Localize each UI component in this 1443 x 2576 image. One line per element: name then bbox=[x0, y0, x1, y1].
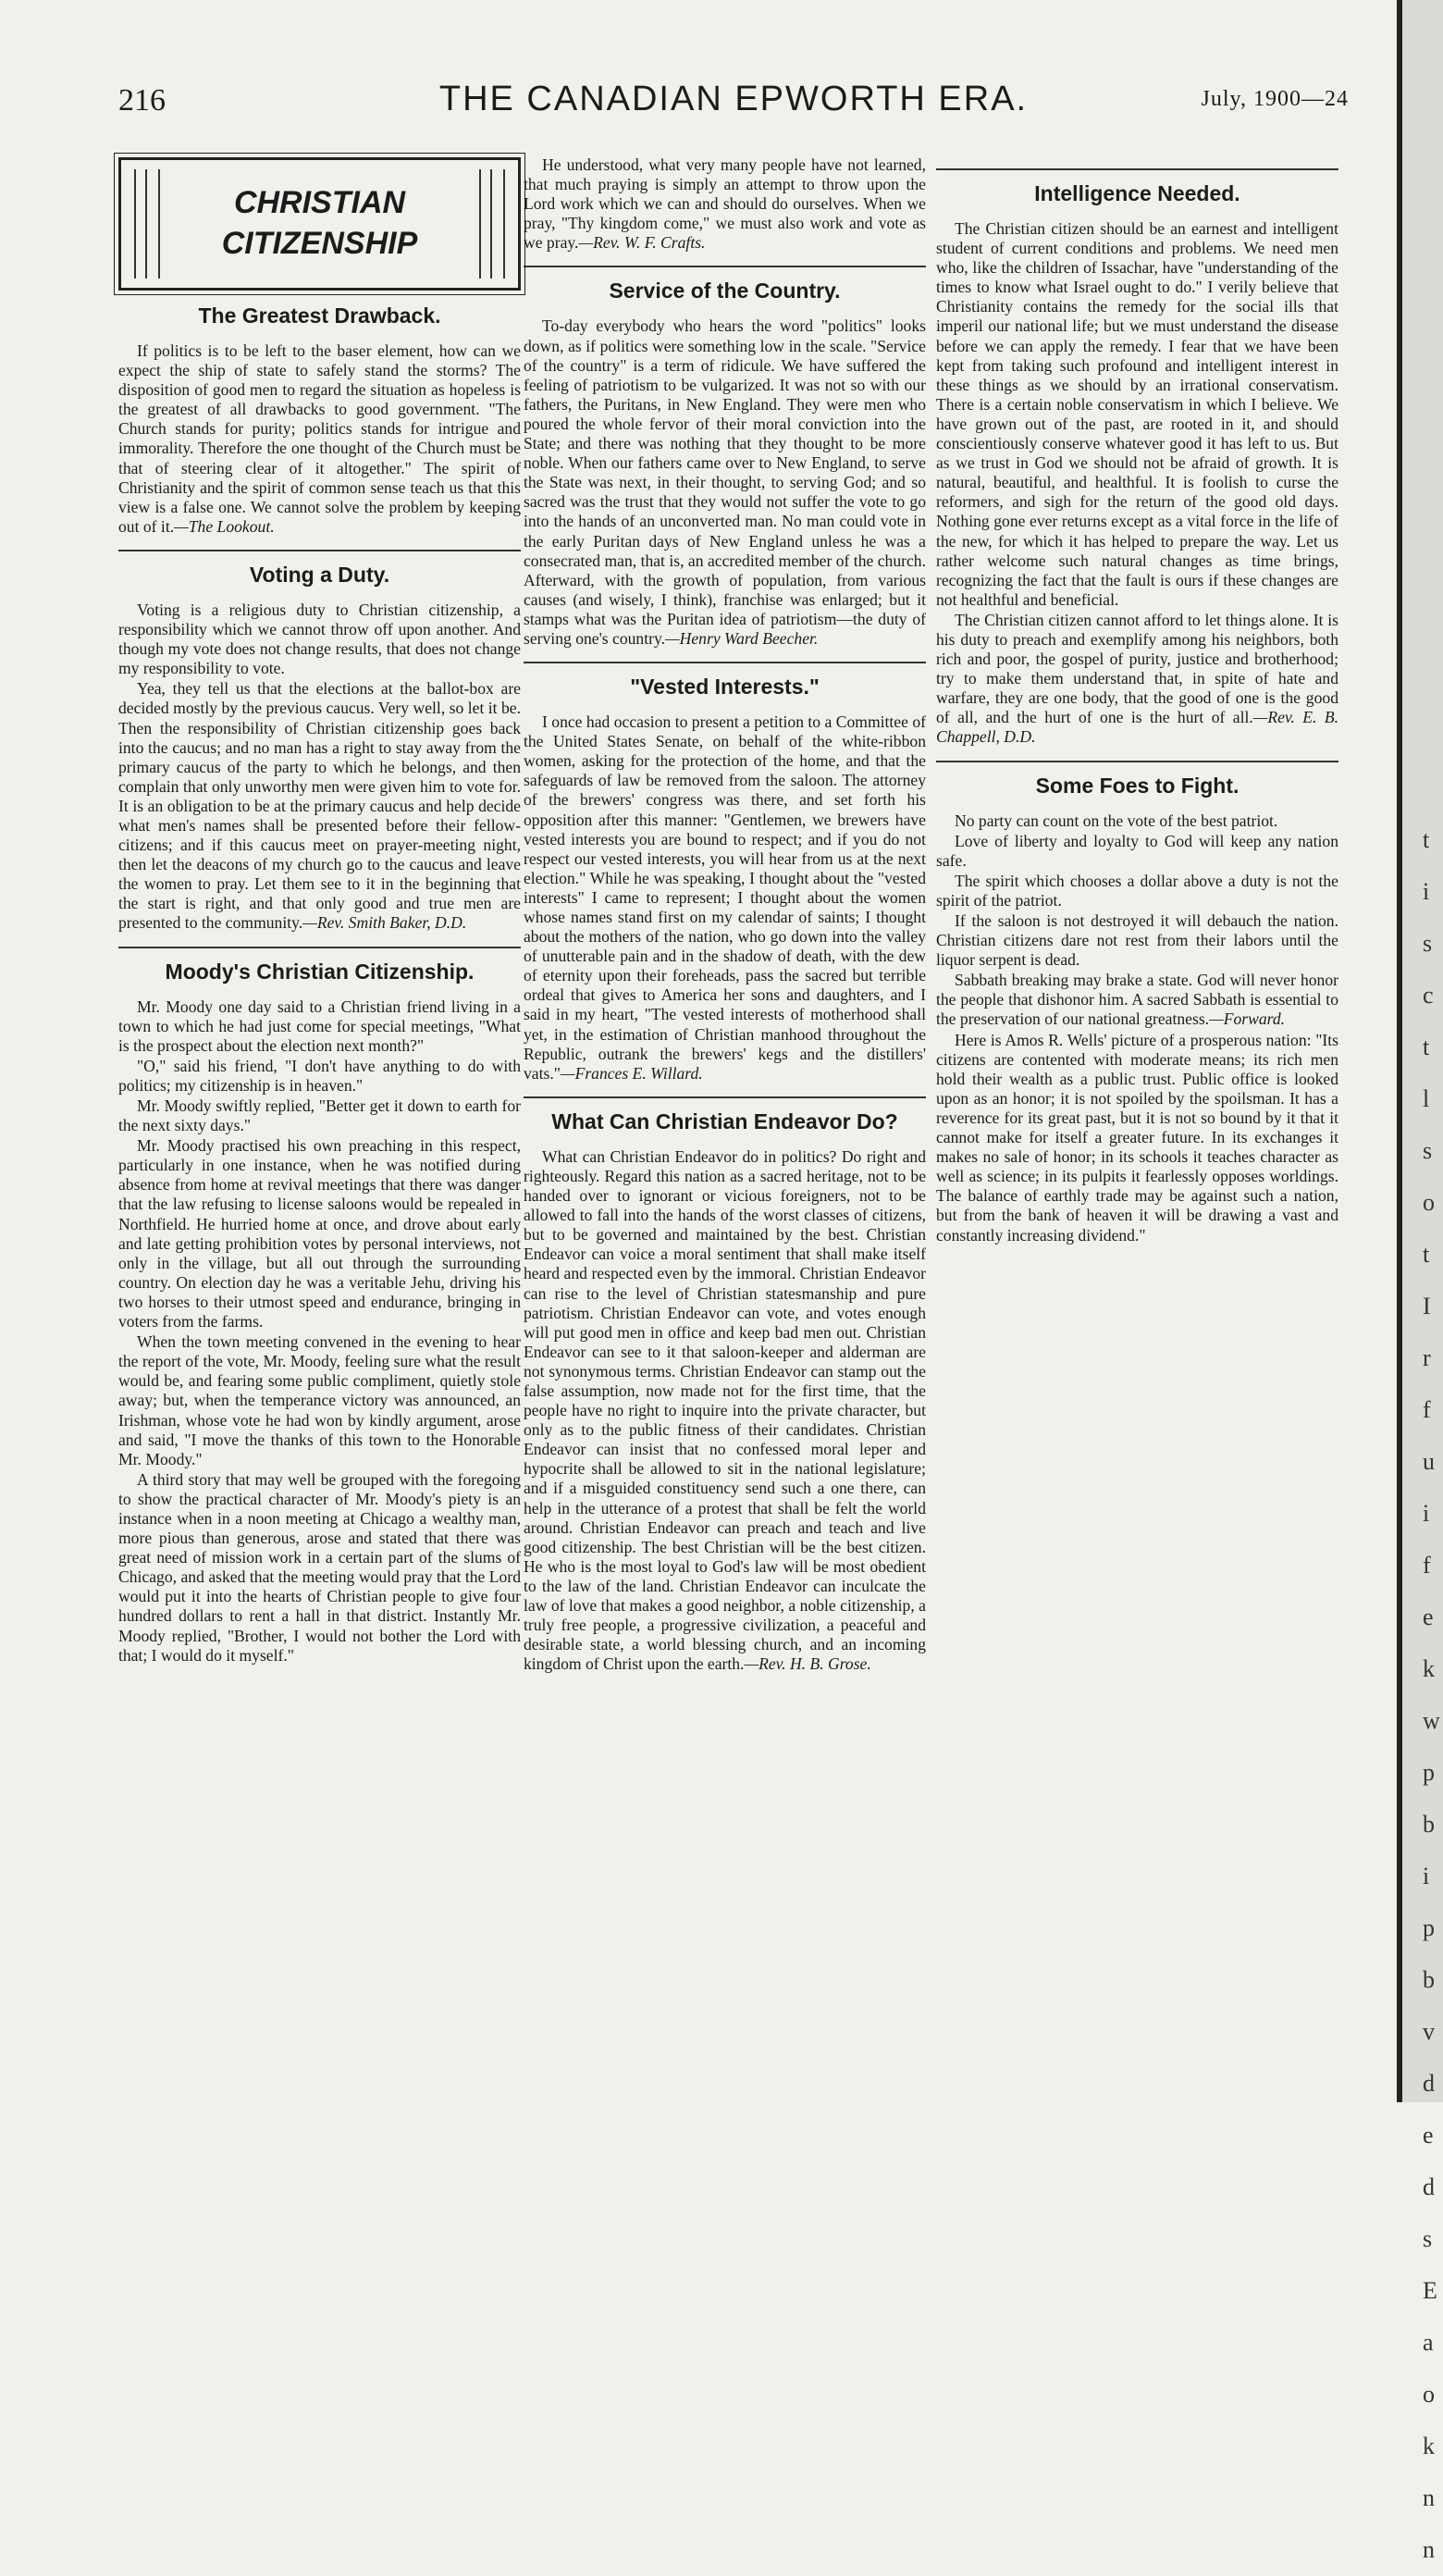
edge-letter: u bbox=[1423, 1448, 1435, 1475]
article-title: Voting a Duty. bbox=[118, 550, 521, 588]
paragraph: When the town meeting convened in the evening to hear the report of the vote, Mr. Moody, feeling sure what the result would be, and fearing some public compliment, quietly stole away; but, when the temperance victory was announced, an Irishman, whose vote he had won by kindly argument, arose and said, "I move the thanks of this town to the Honorable Mr. Moody." bbox=[118, 1332, 521, 1468]
article-christian-endeavor bbox=[524, 1096, 926, 1675]
article-title: What Can Christian Endeavor Do? bbox=[524, 1096, 926, 1134]
paragraph: Yea, they tell us that the elections at the ballot-box are decided mostly by the previous caucus. Very well, so let it be. Then the responsibility of Christian citizenship goes back into the caucus; and no man has a right to stay away from the primary caucus of the party to which he belongs, and then complain that only unworthy men were given him to vote for. It is an obligation to be at the primary caucus and help decide what men's names shall be presented before their fellow-citizens; and if this caucus meet on prayer-meeting night, then let the deacons of my church go to the caucus and leave the women to pray. Let them see to it in the beginning that the start is right, and that only good and true men are presented to the community.—Rev. Smith Baker, D.D. bbox=[118, 679, 521, 933]
article-body bbox=[524, 712, 926, 1084]
paragraph: A third story that may well be grouped with the foregoing to show the practical character of Mr. Moody's piety is an instance when in a noon meeting at Chicago a wealthy man, more pious than generous, arose and stated that there was great need of mission work in a certain part of the slums of Chicago, and asked that the meeting would pray that the Lord would put it into the hearts of Christian people to give four hundred dollars to rent a hall in that district. Instantly Mr. Moody replied, "Brother, I would not bother the Lord with that; I would do it myself." bbox=[118, 1469, 521, 1665]
edge-letter: i bbox=[1423, 878, 1430, 905]
column-3 bbox=[936, 155, 1338, 1245]
edge-letter: c bbox=[1423, 982, 1434, 1009]
edge-letter: k bbox=[1423, 2433, 1435, 2459]
paragraph: If politics is to be left to the baser element, how can we expect the ship of state to safely stand the storms? The disposition of good men to regard the situation as hopeless is the greatest of all drawbacks to good government. "The Church stands for purity; politics stands for intrigue and immorality. Therefore the one thought of the Church must be that of steering clear of it altogether." The spirit of Christianity and the spirit of common sense teach us that this view is a false one. We cannot solve the problem by keeping out of it.—The Lookout. bbox=[118, 341, 521, 536]
edge-letter: s bbox=[1423, 1137, 1433, 1164]
article-credit: —Frances E. Willard. bbox=[560, 1063, 703, 1083]
paragraph: To-day everybody who hears the word "politics" looks down, as if politics were something low in the scale. "Service of the country" is a term of ridicule. We have suffered the feeling of patriotism to be vulgarized. It was not so with our fathers, the Puritans, in New England. They were men who poured the whole fervor of their moral conviction into the State; and there was nothing that they thought to be more noble. When our fathers came over to New England, to serve the State was next, in their thought, to serving God; and so sacred was the trust that they would not suffer the vote to go into the hands of an unconverted man. No man could vote in the early Puritan days of New England unless he was a consecrated man, that is, an accredited member of the church. Afterward, with the growth of population, from various causes (and wisely, I think), franchise was enlarged; but it stamps what was the Puritan idea of patriotism—the duty of serving one's country.—Henry Ward Beecher. bbox=[524, 316, 926, 648]
paragraph: No party can count on the vote of the best patriot. bbox=[955, 811, 1278, 830]
article-body-continued bbox=[524, 155, 926, 253]
banner-rule-right bbox=[479, 169, 505, 279]
article-title: Service of the Country. bbox=[524, 266, 926, 303]
article-credit: —Henry Ward Beecher. bbox=[665, 628, 819, 648]
running-header bbox=[118, 80, 1349, 126]
paragraph: "O," said his friend, "I don't have anything to do with politics; my citizenship is in heaven." bbox=[118, 1056, 521, 1095]
issue-date: July, 1900—24 bbox=[1201, 87, 1349, 111]
edge-letter: d bbox=[1423, 2070, 1435, 2097]
paragraph: He understood, what very many people have not learned, that much praying is simply an attempt to throw upon the Lord work which we can and should do ourselves. When we pray, "Thy kingdom come," we must also work and vote as we pray.—Rev. W. F. Crafts. bbox=[524, 155, 926, 253]
edge-letter: d bbox=[1423, 2174, 1435, 2200]
journal-title: THE CANADIAN EPWORTH ERA. bbox=[438, 80, 1029, 118]
column-2 bbox=[524, 155, 926, 1674]
edge-letter: s bbox=[1423, 930, 1433, 957]
paragraph: Sabbath breaking may brake a state. God will never honor the people that dishonor him. A sacred Sabbath is essential to the preservation of our national greatness.—Forward. bbox=[936, 971, 1338, 1029]
adjacent-page-text-fragments bbox=[1423, 814, 1441, 2576]
edge-letter: w bbox=[1423, 1707, 1440, 1734]
article-body bbox=[118, 997, 521, 1666]
paragraph: Love of liberty and loyalty to God will keep any nation safe. bbox=[936, 831, 1338, 870]
edge-letter: o bbox=[1423, 2381, 1435, 2408]
article-credit: —Rev. H. B. Grose. bbox=[744, 1654, 871, 1674]
banner-line-1: CHRISTIAN bbox=[233, 185, 406, 220]
article-body bbox=[118, 601, 521, 934]
edge-letter: t bbox=[1423, 1241, 1430, 1268]
article-body bbox=[936, 219, 1338, 748]
article-credit: —Rev. Smith Baker, D.D. bbox=[302, 913, 467, 933]
edge-letter: p bbox=[1423, 1759, 1435, 1786]
article-credit: —Rev. W. F. Crafts. bbox=[578, 233, 706, 253]
article-title: Some Foes to Fight. bbox=[936, 761, 1338, 799]
edge-letter: f bbox=[1423, 1396, 1431, 1423]
article-voting-duty bbox=[118, 550, 521, 934]
edge-letter: l bbox=[1423, 1085, 1430, 1112]
article-title: Moody's Christian Citizenship. bbox=[118, 947, 521, 985]
banner-rule-left bbox=[134, 169, 160, 279]
article-greatest-drawback bbox=[118, 303, 521, 537]
paragraph: The Christian citizen cannot afford to let things alone. It is his duty to preach and exemplify among his neighbors, both rich and poor, the gospel of purity, justice and brotherhood; try to make them understand that, in spite of hate and warfare, they are one body, that the good of one is the good of all, and the hurt of one is the hurt of all.—Rev. E. B. Chappell, D.D. bbox=[936, 610, 1338, 747]
banner-title bbox=[177, 182, 462, 264]
article-body bbox=[524, 1147, 926, 1675]
edge-letter: a bbox=[1423, 2329, 1434, 2356]
article-title: "Vested Interests." bbox=[524, 662, 926, 700]
article-credit: —Forward. bbox=[1209, 1009, 1286, 1029]
edge-letter: t bbox=[1423, 1034, 1430, 1060]
article-moody-citizenship bbox=[118, 947, 521, 1666]
paragraph: If the saloon is not destroyed it will debauch the nation. Christian citizens dare not rest from their labors until the liquor serpent is dead. bbox=[936, 911, 1338, 970]
paragraph: What can Christian Endeavor do in politics? Do right and righteously. Regard this nation as a sacred heritage, not to be handed over to ignorant or vicious foreigners, not to be allowed to fall into the hands of the worst classes of citizens, but to be governed and maintained by the best. Christian Endeavor can voice a moral sentiment that shall make itself heard and respected even by the immoral. Christian Endeavor can rise to the level of Christian statesmanship and pure patriotism. Christian Endeavor can vote, and votes enough will put good men in office and keep bad men out. Christian Endeavor can see to it that saloon-keeper and alderman are not synonymous terms. Christian Endeavor can stamp out the false assumption, now made not for the first time, that the people have no right to inquire into the private character, but only as to the public fitness of their candidates. Christian Endeavor can insist that no confessed moral leper and hypocrite shall be allowed to sit in the national legislature; and if a misguided constituency send such a one there, can help in the utterance of a protest that shall be felt the world around. Christian Endeavor can preach and teach and live good citizenship. The best Christian will be the best citizen. He who is the most loyal to God's law will be most obedient to the law of the land. Christian Endeavor can inculcate the law of love that makes a good neighbor, a noble citizenship, a truly free people, a progressive civilization, a peaceful and desirable state, a world blessing church, and an incoming kingdom of Christ upon the earth.—Rev. H. B. Grose. bbox=[524, 1146, 926, 1674]
edge-letter: i bbox=[1423, 1500, 1430, 1527]
article-credit: —The Lookout. bbox=[174, 516, 275, 536]
article-vested-interests bbox=[524, 662, 926, 1084]
edge-letter: e bbox=[1423, 1604, 1434, 1630]
paragraph: I once had occasion to present a petition to a Committee of the United States Senate, on behalf of the white-ribbon women, asking for the protection of the home, and that the safeguards of law be removed from the saloon. The attorney of the brewers' congress was there, and set forth his opposition after this manner: "Gentlemen, we brewers have vested interests you are bound to respect; and if you do not respect our vested interests, you will hear from us at the next election." While he was speaking, I thought about the "vested interests" I came to represent; I thought about the women whose names stand first on my calendar of saints; I thought about the mothers of the nation, who go down into the valley of unutterable pain and in the shadow of death, with the dew of eternity upon their foreheads, pass the sacred but terrible ordeal that gives to America her sons and daughters, and I said in my heart, "The vested interests of motherhood shall yet, in the estimation of Christian manhood throughout the Republic, outrank the brewers' kegs and the distillers' vats."—Frances E. Willard. bbox=[524, 712, 926, 1083]
article-credit: —Rev. E. B. Chappell, D.D. bbox=[936, 708, 1338, 747]
edge-letter: i bbox=[1423, 1863, 1430, 1889]
edge-letter: f bbox=[1423, 1552, 1431, 1579]
edge-letter: n bbox=[1423, 2536, 1435, 2563]
paragraph: The Christian citizen should be an earnest and intelligent student of current conditions and problems. We need men who, like the children of Issachar, have "understanding of the times to know what Israel ought to do." I verily believe that Christianity contains the remedy for the social ills that imperil our national life; but we must understand the disease before we can apply the remedy. I fear that we have been kept from taking such profound and intelligent interest in these things as we should by an irrational conservatism. There is a certain noble conservatism in which I believe. We have grown out of the past, are rooted in it, and should conscientiously conserve whatever good it has left to us. But as we trust in God we should not be afraid of growth. It is natural, beautiful, and healthful. It is foolish to curse the reformers, and sigh for the return of the good old days. Nothing gone ever returns except as a vital force in the life of the new, for which it has helped to prepare the way. Let us rather welcome such natural changes as time brings, recognizing the fact that the fault is ours if these changes are not healthful and beneficial. bbox=[936, 219, 1338, 609]
paragraph: Here is Amos R. Wells' picture of a prosperous nation: "Its citizens are contented with moderate means; its rich men hold their wealth as a public trust. Public office is looked upon as an honor; it is not spoiled by the spoilsman. It has a reverence for its great past, but it is not so bound by it that it cannot make for itself a greater future. In its exchanges it makes no sale of honor; in its schools it teaches character as well as science; in its pulpits it fearlessly opposes worldings. The balance of earthly trade may be against such a nation, but from the bank of heaven it will be drawing a vast and constantly increasing dividend." bbox=[936, 1030, 1338, 1245]
edge-letter: k bbox=[1423, 1655, 1435, 1682]
edge-letter: o bbox=[1423, 1189, 1435, 1216]
banner-line-2: CITIZENSHIP bbox=[221, 226, 418, 261]
edge-letter: t bbox=[1423, 826, 1430, 853]
article-intelligence-needed bbox=[936, 168, 1338, 748]
edge-letter: b bbox=[1423, 1811, 1435, 1838]
section-banner bbox=[118, 157, 521, 291]
edge-letter: n bbox=[1423, 2484, 1435, 2511]
edge-letter: I bbox=[1423, 1293, 1431, 1319]
edge-letter: p bbox=[1423, 1914, 1435, 1941]
article-body bbox=[936, 811, 1338, 1245]
article-service-country bbox=[524, 266, 926, 649]
paragraph: Mr. Moody one day said to a Christian friend living in a town to which he had just come for special meetings, "What is the prospect about the election next month?" bbox=[118, 997, 521, 1055]
article-body bbox=[524, 316, 926, 649]
paragraph: Voting is a religious duty to Christian citizenship, a responsibility which we cannot throw off upon another. And though my vote does not change results, that does not change my responsibility to vote. bbox=[118, 600, 521, 678]
edge-letter: v bbox=[1423, 2018, 1435, 2045]
edge-letter: e bbox=[1423, 2122, 1434, 2149]
paragraph: The spirit which chooses a dollar above a duty is not the spirit of the patriot. bbox=[936, 871, 1338, 910]
paragraph: Mr. Moody practised his own preaching in this respect, particularly in one instance, when he was notified during absence from home at revival meetings that there was danger that the law refusing to license saloons would be repealed in Northfield. He hurried home at once, and drove about early and late getting prohibition votes by personal interviews, not only in the village, but all out through the surrounding country. On election day he was a veritable Jehu, driving his two horses to their utmost speed and endurance, bringing in voters from the farms. bbox=[118, 1136, 521, 1331]
paragraph: Mr. Moody swiftly replied, "Better get it down to earth for the next sixty days." bbox=[118, 1096, 521, 1135]
article-body bbox=[118, 341, 521, 537]
edge-letter: s bbox=[1423, 2225, 1433, 2252]
page-number: 216 bbox=[118, 83, 166, 118]
edge-letter: E bbox=[1423, 2277, 1437, 2304]
column-1 bbox=[118, 155, 521, 1666]
article-title: The Greatest Drawback. bbox=[198, 303, 441, 328]
article-title: Intelligence Needed. bbox=[936, 168, 1338, 206]
article-foes-to-fight bbox=[936, 761, 1338, 1245]
edge-letter: r bbox=[1423, 1344, 1431, 1371]
edge-letter: b bbox=[1423, 1966, 1435, 1993]
